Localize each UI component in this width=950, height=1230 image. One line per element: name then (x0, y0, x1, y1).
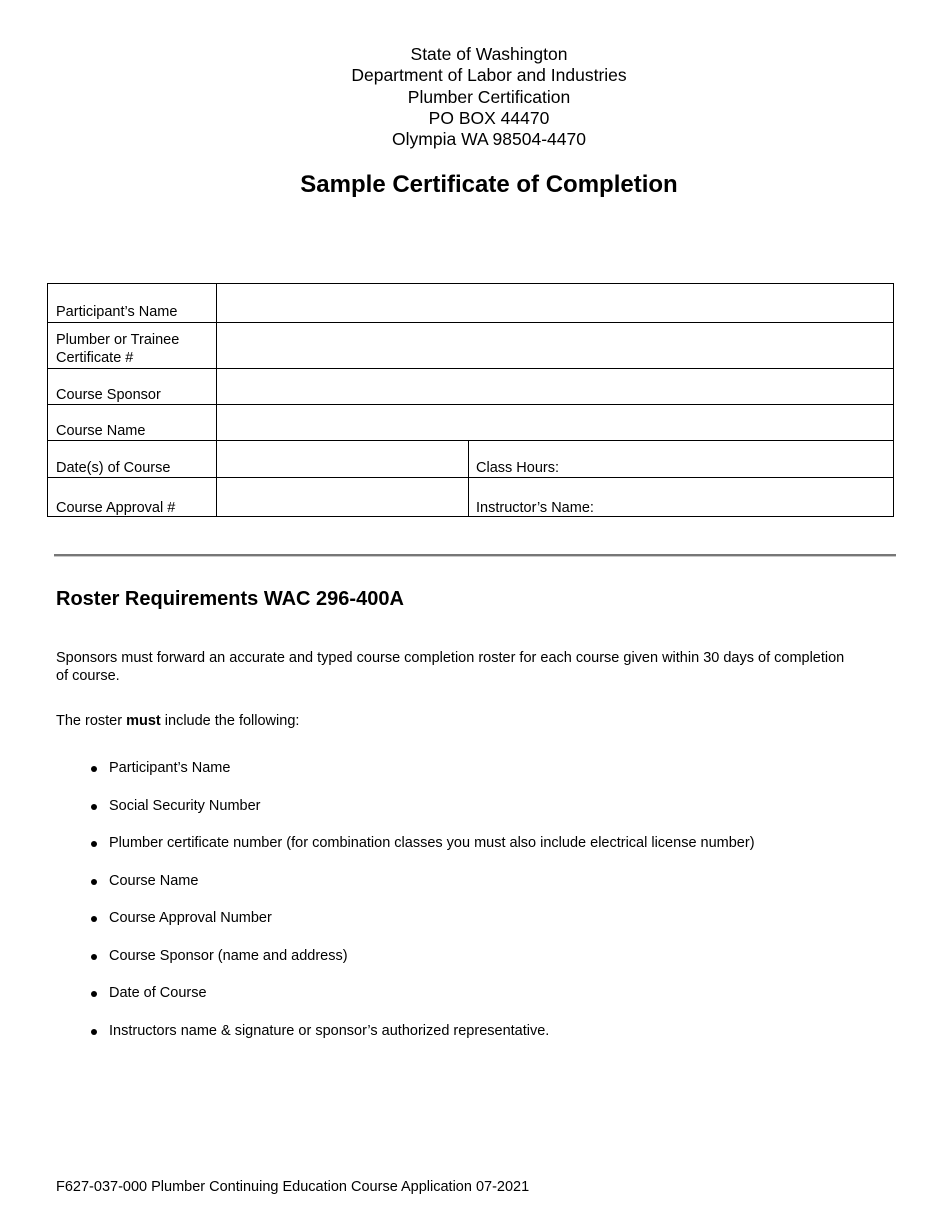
list-item-text: Course Name (109, 872, 199, 889)
section-divider (54, 554, 896, 557)
course-sponsor-field[interactable] (218, 369, 893, 404)
roster-requirements-heading: Roster Requirements WAC 296-400A (56, 588, 404, 610)
participant-name-field[interactable] (218, 285, 893, 322)
header-program: Plumber Certification (407, 86, 571, 107)
must-suffix: include the following: (160, 713, 300, 729)
bullet-icon (91, 1029, 97, 1035)
header-department: Department of Labor and Industries (351, 65, 627, 86)
participant-name-label: Participant’s Name (56, 304, 178, 320)
header-po-box: PO BOX 44470 (428, 107, 550, 128)
certificate-number-label-line1: Plumber or Trainee (56, 332, 180, 348)
document-title: Sample Certificate of Completion (300, 171, 678, 198)
course-dates-field[interactable] (218, 441, 467, 477)
bullet-icon (91, 991, 97, 997)
list-item (56, 1022, 755, 1060)
agency-header (0, 44, 950, 150)
list-item-text: Course Approval Number (109, 910, 272, 926)
course-dates-label: Date(s) of Course (56, 460, 171, 476)
course-approval-label: Course Approval # (56, 500, 176, 516)
course-name-label: Course Name (56, 423, 146, 439)
instructor-name-label: Instructor’s Name: (476, 500, 594, 516)
list-item-text: Instructors name & signature or sponsor’s authorized representative. (109, 1022, 550, 1039)
list-item-text: Participant’s Name (109, 760, 231, 776)
certificate-form-table (47, 283, 894, 517)
course-approval-field[interactable] (218, 478, 467, 516)
course-sponsor-label: Course Sponsor (56, 387, 161, 403)
list-item (56, 947, 755, 985)
bullet-icon (91, 766, 97, 772)
form-footer: F627-037-000 Plumber Continuing Education Course Application 07-2021 (56, 1179, 530, 1195)
class-hours-label: Class Hours: (476, 460, 559, 476)
class-hours-field[interactable] (578, 441, 893, 477)
bullet-icon (91, 879, 97, 885)
roster-must-include-line (56, 712, 856, 730)
list-item (56, 834, 755, 872)
must-emphasis: must (126, 713, 161, 729)
roster-intro-paragraph: Sponsors must forward an accurate and typed course completion roster for each course given within 30 days of completion of course. (56, 650, 845, 684)
list-item (56, 909, 755, 947)
course-name-field[interactable] (218, 405, 893, 440)
bullet-icon (91, 954, 97, 960)
column-divider (468, 440, 469, 516)
list-item (56, 984, 755, 1022)
list-item-text: Social Security Number (109, 797, 261, 814)
roster-requirements-list (56, 759, 755, 1059)
bullet-icon (91, 804, 97, 810)
must-prefix: The roster (56, 713, 127, 729)
list-item-text: Date of Course (109, 985, 207, 1001)
column-divider (216, 284, 217, 516)
list-item (56, 797, 755, 835)
instructor-name-field[interactable] (608, 478, 893, 516)
certificate-number-field[interactable] (218, 323, 893, 368)
certificate-number-label-line2: Certificate # (56, 350, 134, 366)
list-item-text: Plumber certificate number (for combination classes you must also include electrical license number) (109, 835, 755, 851)
list-item-text: Course Sponsor (name and address) (109, 947, 348, 964)
list-item (56, 759, 755, 797)
header-city: Olympia WA 98504-4470 (392, 129, 586, 150)
bullet-icon (91, 916, 97, 922)
header-state: State of Washington (410, 44, 568, 64)
bullet-icon (91, 841, 97, 847)
list-item (56, 872, 755, 910)
